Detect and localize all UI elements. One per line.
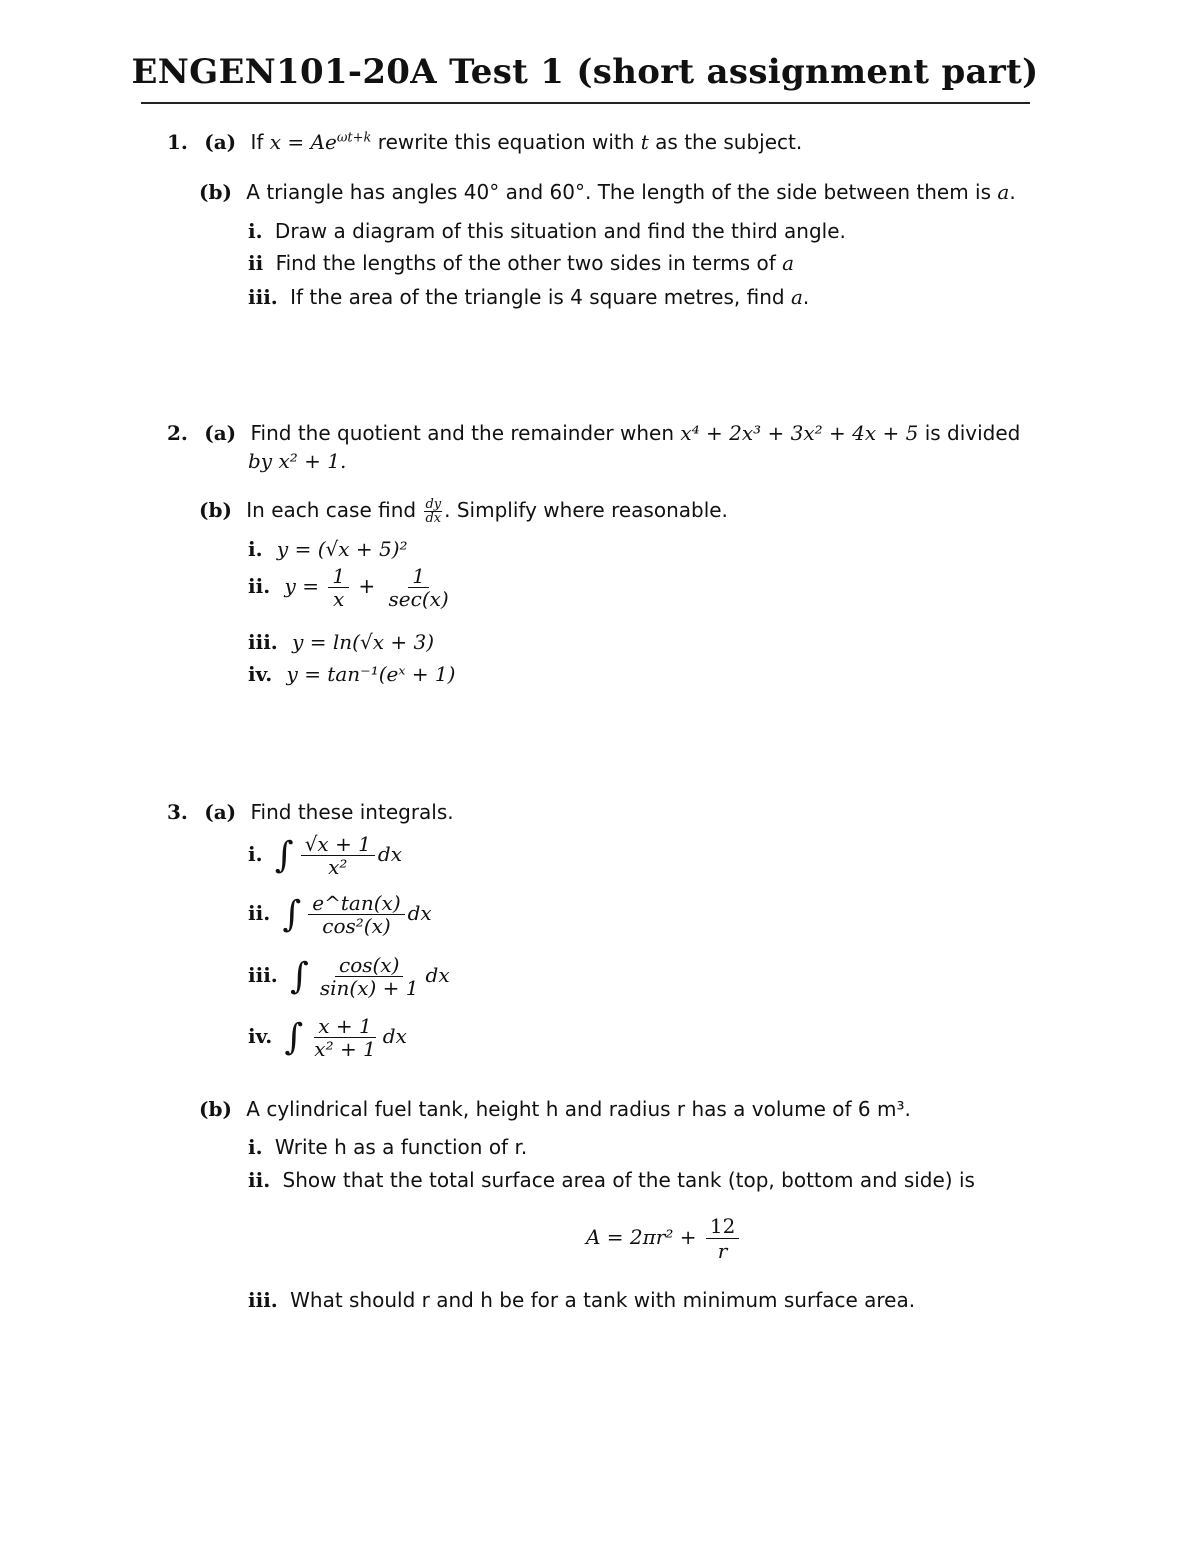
q1a-t: t <box>640 130 649 154</box>
q3a-iii-frac <box>316 955 423 998</box>
q3a-iv-frac <box>310 1016 380 1059</box>
q2b-ii-lhs: y = <box>284 574 319 598</box>
q2a-polynomial: x⁴ + 2x³ + 3x² + 4x + 5 <box>680 421 919 445</box>
q3b-i-text: Write h as a function of r. <box>274 1135 528 1159</box>
q2b-i-expr: y = (√x + 5)² <box>276 537 408 561</box>
q3b-text: A cylindrical fuel tank, height h and radius r has a volume of 6 m³. <box>246 1097 911 1121</box>
q3a-i-dx: dx <box>377 842 403 866</box>
title-rule <box>141 102 1030 104</box>
q2b-pre: In each case find <box>246 498 423 522</box>
q3a-iv-den: x² + 1 <box>314 1037 376 1061</box>
q3a-iv-num: x + 1 <box>314 1016 375 1038</box>
q1b-line <box>199 180 1016 204</box>
q3b-i-line <box>248 1135 527 1159</box>
q3a-i-frac <box>301 834 375 877</box>
q2b-i-line <box>248 537 408 561</box>
q3b-line <box>199 1097 911 1121</box>
q1a-post2: as the subject. <box>648 130 803 154</box>
q3a-i-num: √x + 1 <box>301 834 375 856</box>
q1b-ii-text: Find the lengths of the other two sides in terms of <box>275 251 783 275</box>
q2b-dx: dx <box>425 511 442 526</box>
q3a-i-line <box>248 834 402 877</box>
q1b-end: . <box>1009 180 1016 204</box>
integral-sign-icon: ∫ <box>284 1016 304 1058</box>
q3b-ii-line <box>248 1168 975 1192</box>
q3a-iii-line <box>248 955 450 998</box>
q3a-iv-line <box>248 1016 407 1059</box>
q2b-ii-frac1-num: 1 <box>328 566 349 588</box>
integral-sign-icon: ∫ <box>282 893 302 935</box>
q2b-ii-frac1-den: x <box>333 587 345 611</box>
q3b-label: (b) <box>199 1097 232 1121</box>
page-title: ENGEN101-20A Test 1 (short assignment part) <box>131 52 1039 92</box>
integral-sign-icon: ∫ <box>274 834 294 876</box>
formula-lhs: A = 2πr² + <box>586 1225 697 1249</box>
q3a-text: Find these integrals. <box>250 800 454 824</box>
q2b-ii-plus: + <box>358 574 376 598</box>
q3a-iii-num: cos(x) <box>335 955 403 977</box>
q2b-ii-frac2-den: sec(x) <box>388 587 449 611</box>
q2b-line <box>199 498 728 525</box>
q1a-exponent: ωt+k <box>336 130 372 146</box>
q2b-dy: dy <box>425 497 442 512</box>
q3a-iv-dx: dx <box>382 1024 407 1048</box>
q3a-iii-dx: dx <box>425 963 450 987</box>
q1a-line <box>167 130 802 154</box>
formula-den: r <box>717 1239 728 1263</box>
formula-num: 12 <box>706 1215 739 1239</box>
surface-area-formula <box>586 1215 742 1262</box>
q1b-iii-line <box>248 285 809 309</box>
q1-number: 1. <box>167 130 188 154</box>
q3b-iii-label: iii. <box>248 1288 278 1312</box>
q2b-ii-line <box>248 566 456 609</box>
q1a-post: rewrite this equation with <box>371 130 641 154</box>
q1b-i-text: Draw a diagram of this situation and find the third angle. <box>274 219 846 243</box>
q3b-ii-text: Show that the total surface area of the tank (top, bottom and side) is <box>282 1168 975 1192</box>
q3a-ii-label: ii. <box>248 901 271 925</box>
q2b-post: . Simplify where reasonable. <box>444 498 728 522</box>
q3a-iii-den: sin(x) + 1 <box>319 976 419 1000</box>
q3b-iii-text: What should r and h be for a tank with minimum surface area. <box>290 1288 916 1312</box>
q1b-i-line <box>248 219 846 243</box>
q3a-ii-dx: dx <box>407 901 432 925</box>
q1b-iii-end: . <box>802 285 810 309</box>
q3a-line <box>167 800 454 824</box>
q2b-derivative-fraction <box>424 498 442 525</box>
q2b-iv-expr: y = tan⁻¹(eˣ + 1) <box>286 662 456 686</box>
q3a-ii-line <box>248 893 432 936</box>
q3a-ii-den: cos²(x) <box>322 914 391 938</box>
q2b-i-label: i. <box>248 537 263 561</box>
q1b-i-label: i. <box>248 219 263 243</box>
q2a-label: (a) <box>204 421 237 445</box>
q2b-ii-frac2 <box>385 566 453 609</box>
q2b-iii-line <box>248 630 434 654</box>
q2-number: 2. <box>167 421 188 445</box>
q1b-ii-label: ii <box>248 251 264 275</box>
q3a-ii-frac <box>308 893 404 936</box>
q3-number: 3. <box>167 800 188 824</box>
q1a-label: (a) <box>204 130 237 154</box>
q2a-pre: Find the quotient and the remainder when <box>250 421 681 445</box>
q2b-ii-frac1 <box>328 566 349 609</box>
integral-sign-icon: ∫ <box>290 955 309 997</box>
q3a-label: (a) <box>204 800 237 824</box>
q2b-iv-label: iv. <box>248 662 273 686</box>
q2b-ii-label: ii. <box>248 574 271 598</box>
q1b-iii-a: a <box>790 285 803 309</box>
q1b-ii-a: a <box>782 251 795 275</box>
q2b-label: (b) <box>199 498 232 522</box>
formula-fraction <box>706 1215 739 1262</box>
q2b-ii-frac2-num: 1 <box>408 566 429 588</box>
q3b-iii-line <box>248 1288 915 1312</box>
q3a-i-label: i. <box>248 842 263 866</box>
q1b-label: (b) <box>199 180 232 204</box>
q2b-iv-line <box>248 662 455 686</box>
q3a-iv-label: iv. <box>248 1024 273 1048</box>
q1a-pre: If <box>250 130 270 154</box>
q3a-iii-label: iii. <box>248 963 278 987</box>
q1b-iii-text: If the area of the triangle is 4 square metres, find <box>290 285 791 309</box>
q1b-ii-line <box>248 251 794 275</box>
q2a-line2: by x² + 1. <box>248 449 347 473</box>
q3b-ii-label: ii. <box>248 1168 271 1192</box>
q1b-iii-label: iii. <box>248 285 278 309</box>
q1b-a: a <box>997 180 1010 204</box>
q3a-ii-num: e^tan(x) <box>308 893 404 915</box>
q1b-text: A triangle has angles 40° and 60°. The length of the side between them is <box>246 180 998 204</box>
q2a-post: is divided <box>918 421 1021 445</box>
q2a-line <box>167 421 1020 445</box>
q3b-i-label: i. <box>248 1135 263 1159</box>
q3a-i-den: x² <box>328 855 348 879</box>
q1a-equation: x = Ae <box>269 130 337 154</box>
q2b-iii-expr: y = ln(√x + 3) <box>292 630 434 654</box>
q2b-iii-label: iii. <box>248 630 278 654</box>
